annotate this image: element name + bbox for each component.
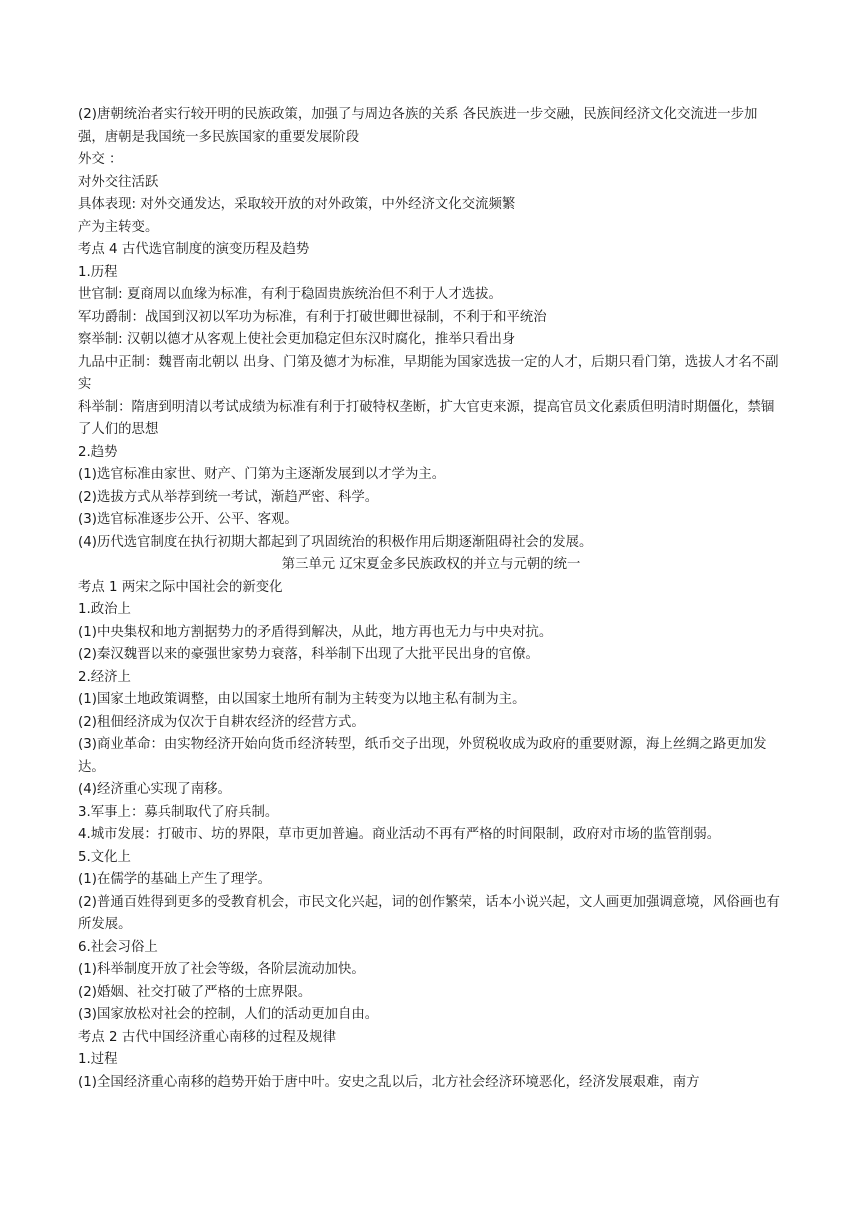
text-line: (1)国家土地政策调整，由以国家土地所有制为主转变为以地主私有制为主。 — [78, 692, 526, 707]
text-line: (2)选拔方式从举荐到统一考试，渐趋严密、科学。 — [78, 489, 379, 505]
text-line: 军功爵制：战国到汉初以军功为标准，有利于打破世卿世禄制，不利于和平统治 — [78, 309, 547, 325]
text-line: (1)选官标准由家世、财产、门第为主逐渐发展到以才学为主。 — [78, 467, 446, 482]
text-line: (3)选官标准逐步公开、公平、客观。 — [78, 512, 298, 527]
text-line: 产为主转变。 — [78, 219, 159, 235]
text-line: 1.政治上 — [78, 602, 131, 617]
text-line: 对外交往活跃 — [78, 174, 159, 190]
text-line: 3.军事上：募兵制取代了府兵制。 — [78, 804, 279, 820]
text-line: 具体表现: 对外交通发达，采取较开放的对外政策，中外经济文化交流频繁 — [78, 197, 516, 212]
section-heading: 第三单元 辽宋夏金多民族政权的并立与元朝的统一 — [281, 557, 581, 572]
text-line: (1)在儒学的基础上产生了理学。 — [78, 872, 272, 887]
text-line: (1)中央集权和地方割据势力的矛盾得到解决，从此，地方再也无力与中央对抗。 — [78, 624, 553, 640]
text-line: 1.过程 — [78, 1052, 118, 1067]
text-line: (4)历代选官制度在执行初期大都起到了巩固统治的积极作用后期逐渐阻碍社会的发展。 — [78, 534, 593, 550]
text-line: 察举制: 汉朝以德才从客观上使社会更加稳定但东汉时腐化，推举只看出身 — [78, 332, 516, 347]
text-line: (2)婚姻、社交打破了严格的士庶界限。 — [78, 984, 312, 1000]
text-line: 5.文化上 — [78, 849, 131, 865]
text-line: 外交 ： — [78, 152, 123, 167]
text-line: 世官制: 夏商周以血缘为标准，有利于稳固贵族统治但不利于人才选拔。 — [78, 287, 502, 302]
text-line: 1.历程 — [78, 264, 118, 280]
text-line: (2)秦汉魏晋以来的豪强世家势力衰落，科举制下出现了大批平民出身的官僚。 — [78, 647, 539, 662]
text-line: 4.城市发展：打破市、坊的界限，草市更加普遍。商业活动不再有严格的时间限制，政府对市场的监管削弱。 — [78, 827, 721, 842]
text-line: (3)商业革命：由实物经济开始向货币经济转型，纸币交子出现，外贸税收成为政府的重要财源，海上丝绸之路更加发达。 — [78, 737, 767, 775]
text-line: (4)经济重心实现了南移。 — [78, 782, 231, 797]
text-line: 九品中正制：魏晋南北朝以 出身、门第及德才为标准，早期能为国家选拔一定的人才，后期只看门第，选拔人才名不副实 — [78, 354, 779, 392]
text-line: 考点 1 两宋之际中国社会的新变化 — [78, 579, 283, 595]
text-line: (3)国家放松对社会的控制，人们的活动更加自由。 — [78, 1007, 379, 1022]
text-line: (2)唐朝统治者实行较开明的民族政策，加强了与周边各族的关系 各民族进一步交融，民族间经济文化交流进一步加强，唐朝是我国统一多民族国家的重要发展阶段 — [78, 107, 758, 145]
text-line: 2.趋势 — [78, 444, 118, 460]
text-line: 2.经济上 — [78, 669, 131, 685]
text-line: (2)普通百姓得到更多的受教育机会，市民文化兴起，词的创作繁荣，话本小说兴起，文人画更加强调意境，风俗画也有所发展。 — [78, 894, 780, 932]
text-line: 考点 4 古代选官制度的演变历程及趋势 — [78, 242, 310, 257]
text-line: (1)全国经济重心南移的趋势开始于唐中叶。安史之乱以后，北方社会经济环境恶化，经济发展艰难，南方 — [78, 1074, 700, 1090]
text-line: (2)租佃经济成为仅次于自耕农经济的经营方式。 — [78, 714, 365, 730]
text-line: 6.社会习俗上 — [78, 939, 158, 955]
text-line: 科举制：隋唐到明清以考试成绩为标准有利于打破特权垄断，扩大官吏来源，提高官员文化素质但明清时期僵化，禁锢了人们的思想 — [78, 399, 775, 437]
text-line: 考点 2 古代中国经济重心南移的过程及规律 — [78, 1029, 337, 1045]
document-body — [78, 104, 784, 1094]
text-line: (1)科举制度开放了社会等级，各阶层流动加快。 — [78, 962, 365, 977]
